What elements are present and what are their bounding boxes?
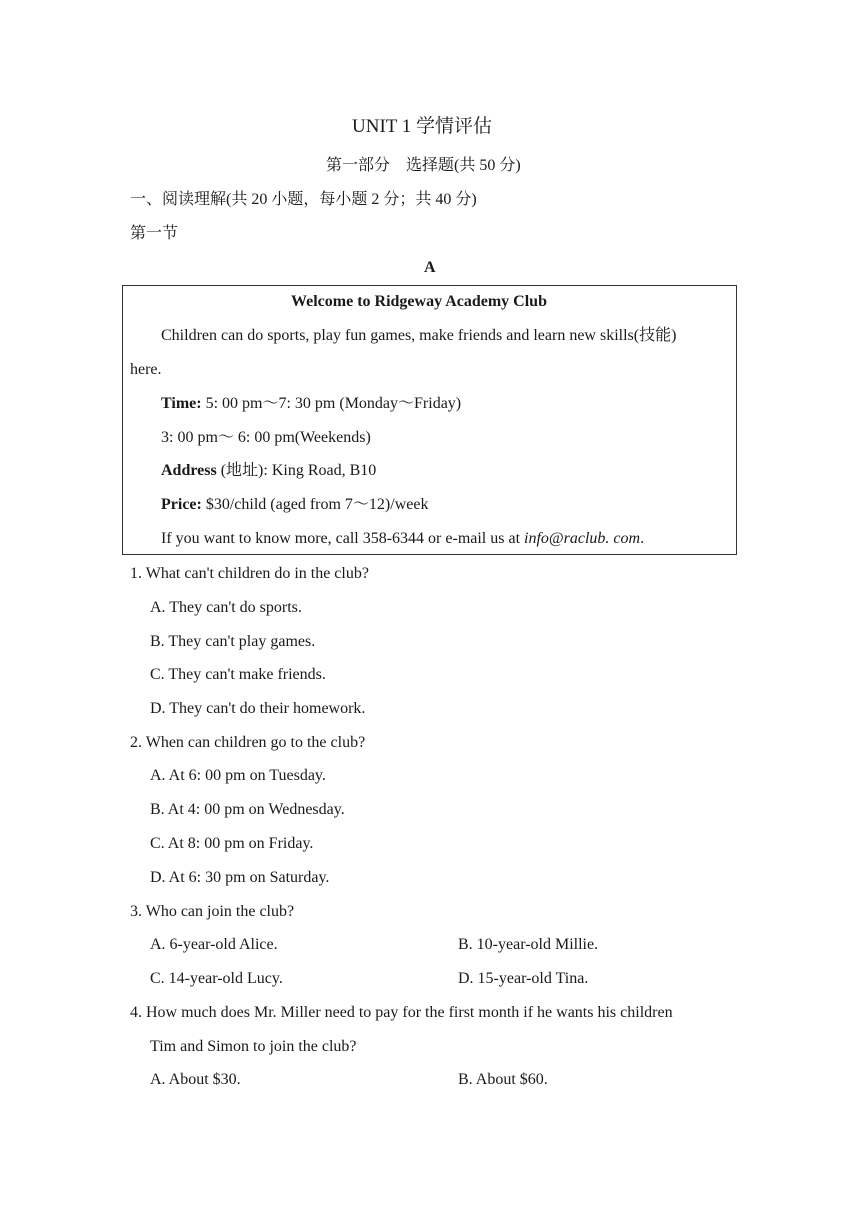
question-4-option-b: B. About $60. (458, 1071, 548, 1088)
question-3-stem: 3. Who can join the club? (130, 903, 295, 920)
question-4-stem-line1: 4. How much does Mr. Miller need to pay for the first month if he wants his children (130, 1004, 673, 1021)
question-2-option-b: B. At 4: 00 pm on Wednesday. (150, 801, 345, 818)
question-3-option-a: A. 6-year-old Alice. (150, 936, 278, 953)
page-title: UNIT 1 学情评估 (352, 116, 493, 137)
notice-time (161, 396, 461, 412)
time-weekday: 5: 00 pm～7: 30 pm (Monday～Friday) (201, 395, 462, 412)
question-2-option-d: D. At 6: 30 pm on Saturday. (150, 869, 330, 886)
question-4-option-a: A. About $30. (150, 1071, 241, 1088)
notice-time-weekend: 3: 00 pm～ 6: 00 pm(Weekends) (161, 429, 371, 446)
contact-suffix: . (640, 530, 645, 547)
contact-email: info@raclub. com (524, 530, 641, 547)
notice-address (161, 463, 376, 479)
address-value: (地址): King Road, B10 (216, 462, 377, 479)
question-3-option-c: C. 14-year-old Lucy. (150, 970, 283, 987)
notice-intro-line1: Children can do sports, play fun games, make friends and learn new skills(技能) (161, 327, 677, 344)
question-2-option-a: A. At 6: 00 pm on Tuesday. (150, 767, 326, 784)
question-1-option-b: B. They can't play games. (150, 633, 316, 650)
address-label: Address (161, 462, 217, 479)
passage-letter: A (424, 259, 436, 276)
question-1-stem: 1. What can't children do in the club? (130, 565, 369, 582)
price-value: $30/child (aged from 7～12)/week (201, 496, 429, 513)
time-label: Time: (161, 395, 202, 412)
question-4-stem-line2: Tim and Simon to join the club? (150, 1038, 357, 1055)
question-1-option-d: D. They can't do their homework. (150, 700, 366, 717)
question-2-stem: 2. When can children go to the club? (130, 734, 366, 751)
subsection-heading: 第一节 (130, 225, 179, 242)
question-3-option-d: D. 15-year-old Tina. (458, 970, 589, 987)
question-2-option-c: C. At 8: 00 pm on Friday. (150, 835, 314, 852)
part-heading: 第一部分 选择题(共 50 分) (326, 157, 521, 174)
price-label: Price: (161, 496, 202, 513)
notice-contact (161, 531, 644, 547)
notice-intro-line2: here. (130, 361, 162, 378)
question-3-option-b: B. 10-year-old Millie. (458, 936, 599, 953)
question-1-option-a: A. They can't do sports. (150, 599, 302, 616)
notice-heading: Welcome to Ridgeway Academy Club (291, 293, 547, 310)
section-heading: 一、阅读理解(共 20 小题，每小题 2 分；共 40 分) (130, 191, 477, 208)
notice-price (161, 497, 428, 513)
notice-box (122, 285, 737, 555)
contact-prefix: If you want to know more, call 358-6344 or e-mail us at (161, 530, 525, 547)
question-1-option-c: C. They can't make friends. (150, 666, 326, 683)
